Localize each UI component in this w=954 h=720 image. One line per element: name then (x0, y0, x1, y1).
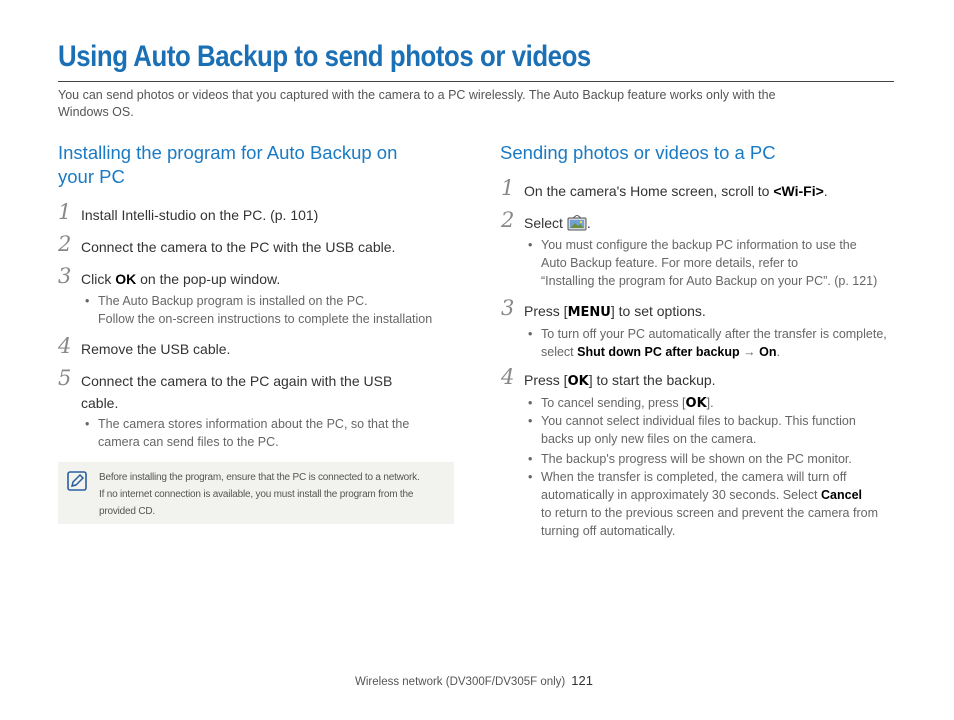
right-section-heading: Sending photos or videos to a PC (500, 142, 776, 163)
right-step-2-bullet: • You must configure the backup PC information to use the Auto Backup feature. For more details, refer to “Installing the program for Auto Backup on your PC”. (p. 121) (528, 238, 878, 288)
right-step-4-bullet-2: • You cannot select individual files to backup. This function backs up only new files on the camera. (528, 414, 856, 446)
right-step-4-bullet-4: • When the transfer is completed, the camera will turn off automatically in approximately 30 seconds. Select Cancel to return to the previous screen and prevent the camera from turning off automatically. (528, 470, 878, 538)
page-footer (355, 673, 593, 688)
intro-text: You can send photos or videos that you captured with the camera to a PC wirelessly. The Auto Backup feature works only with the Windows OS. (58, 88, 776, 119)
ok-key: OK (567, 374, 589, 389)
right-step-4-bullet-3: • The backup's progress will be shown on the PC monitor. (528, 452, 852, 466)
footer-section-label: Wireless network (DV300F/DV305F only) (355, 676, 566, 688)
right-step-3-bullet: • To turn off your PC automatically after the transfer is complete, select Shut down PC after backup → On. (528, 327, 887, 359)
menu-key: MENU (567, 305, 611, 320)
left-step-3-bullet: • The Auto Backup program is installed on the PC. Follow the on-screen instructions to complete the installation (85, 294, 433, 326)
page-number: 121 (571, 673, 593, 688)
note-pencil-icon (67, 471, 87, 491)
left-step-5-bullet: • The camera stores information about the PC, so that the camera can send files to the PC. (85, 417, 410, 449)
auto-backup-icon (567, 215, 587, 231)
page-title: Using Auto Backup to send photos or videos (58, 40, 591, 73)
note-box (58, 462, 454, 524)
title-divider (58, 81, 894, 82)
right-step-4-bullet-1: • To cancel sending, press [OK]. (528, 396, 714, 411)
note-text: Before installing the program, ensure that the PC is connected to a network. If no internet connection is available, you must install the program from the provided CD. (99, 472, 420, 517)
left-section-heading: Installing the program for Auto Backup on your PC (58, 142, 398, 187)
